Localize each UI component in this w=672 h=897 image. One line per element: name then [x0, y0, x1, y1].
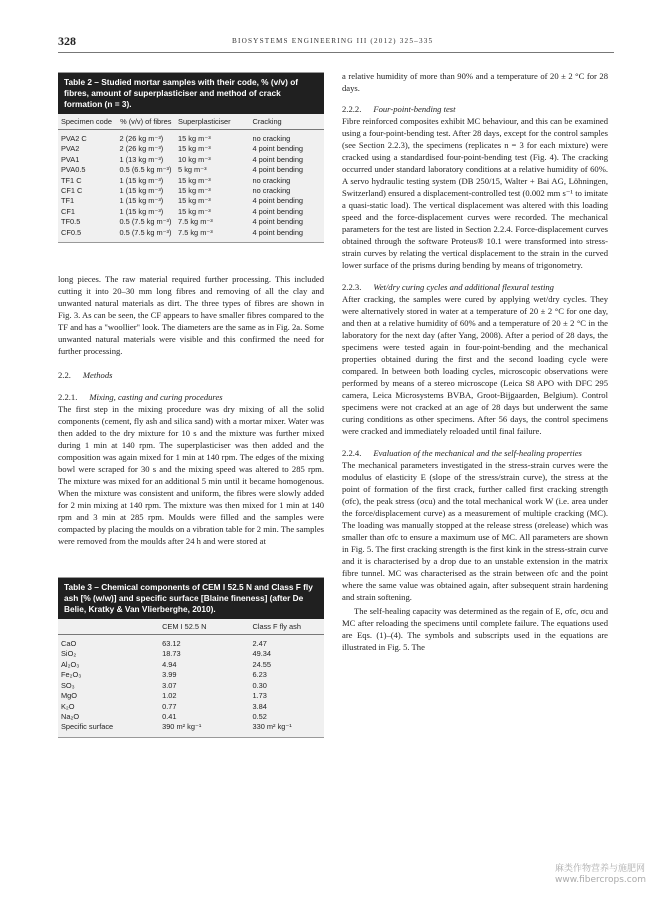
table-cell: 63.12 [162, 639, 181, 649]
table-cell: SO₃ [61, 680, 75, 690]
table-cell: 4.94 [162, 659, 177, 669]
table-cell: TF1 C [61, 175, 82, 185]
paragraph-four-point-bending: Fibre reinforced composites exhibit MC behaviour, and this can be examined using a four-point-bending test. After 28 days, except for the control samples (see Section 2.2.3), the specimens (replicates n = 3 for each mixture) were cracked using a standardised four-point-bending test (Fig. 4). The cracking occurred under standard laboratory conditions at a relative humidity of 60%. A servo hydraulic testing system (DB 250/15, Walter + Bai AG, Löhningen, Switzerland) ensured a displacement-controlled test (0.002 mm s⁻¹ to imitate a quasi-static load). The vertical displacement was altered with this loading speed and the force-displacement curves were recorded. The mechanical parameters for the test are listed in Section 2.2.4. Force-displacement curves obtained through the software Proteus® 10.1 were transformed into stress-strain curves by relating the vertical displacement to the strain in the curved lower surface of the prisms during bending by means of trigonometry. [342, 116, 608, 270]
table-3-row [58, 635, 324, 650]
table-cell: 3.07 [162, 680, 177, 690]
table-cell: 4 point bending [252, 206, 304, 216]
table-cell: 0.5 (7.5 kg m⁻³) [119, 217, 172, 227]
table-cell: 0.30 [252, 680, 267, 690]
table-cell: CF1 [61, 206, 75, 216]
table-cell: 15 kg m⁻³ [178, 206, 211, 216]
section-heading-2-2-2: 2.2.2. Four-point-bending test [342, 104, 456, 114]
table-cell: 1 (15 kg m⁻³) [119, 186, 164, 196]
table-2 [58, 72, 324, 243]
table-cell: 4 point bending [252, 217, 304, 227]
table-2-col-header: % (v/v) of fibres [117, 114, 176, 130]
table-3-row [58, 670, 324, 680]
table-2-row [58, 207, 324, 217]
table-cell: 1.02 [162, 691, 177, 701]
table-3-row [58, 649, 324, 659]
table-cell: 2 (26 kg m⁻³) [119, 144, 164, 154]
table-cell: TF1 [61, 196, 75, 206]
table-cell: 0.5 (6.5 kg m⁻³) [119, 165, 172, 175]
table-cell: 6.23 [252, 670, 267, 680]
table-cell: PVA1 [61, 154, 80, 164]
table-cell: 1 (15 kg m⁻³) [119, 175, 164, 185]
table-cell: 10 kg m⁻³ [178, 154, 211, 164]
table-cell: 18.73 [162, 649, 181, 659]
table-cell: 4 point bending [252, 154, 304, 164]
table-cell: 15 kg m⁻³ [178, 175, 211, 185]
table-cell: Na₂O [61, 711, 80, 721]
table-2-row [58, 217, 324, 227]
table-3-row [58, 722, 324, 736]
table-cell: 330 m² kg⁻¹ [252, 722, 292, 732]
table-cell: 5 kg m⁻³ [178, 165, 207, 175]
table-2-header-row [58, 114, 324, 130]
table-cell: TF0.5 [61, 217, 81, 227]
table-cell: 1 (15 kg m⁻³) [119, 206, 164, 216]
table-cell: MgO [61, 691, 78, 701]
table-cell: 390 m² kg⁻¹ [162, 722, 202, 732]
table-cell: no cracking [252, 134, 291, 143]
table-cell: Specific surface [61, 722, 114, 732]
section-heading-2-2-1: 2.2.1. Mixing, casting and curing procedures [58, 392, 223, 403]
table-cell: 4 point bending [252, 196, 304, 206]
table-cell: 15 kg m⁻³ [178, 134, 211, 143]
table-2-row [58, 176, 324, 186]
table-cell: PVA2 C [61, 134, 87, 143]
table-cell: 2.47 [252, 639, 267, 649]
table-cell: 15 kg m⁻³ [178, 144, 211, 154]
table-3-row [58, 660, 324, 670]
table-2-row [58, 165, 324, 175]
right-column [342, 70, 608, 653]
table-3-col-header: CEM I 52.5 N [159, 619, 249, 635]
table-2-grid [58, 114, 324, 242]
section-heading-2-2-3: 2.2.3. Wet/dry curing cycles and additional flexural testing [342, 282, 554, 292]
table-3-header-row [58, 619, 324, 635]
table-3-col-header: Class F fly ash [250, 619, 324, 635]
table-3-grid [58, 619, 324, 737]
table-2-col-header: Cracking [250, 114, 325, 130]
table-cell: Fe₂O₃ [61, 670, 82, 680]
header-rule [58, 52, 614, 53]
table-2-row [58, 155, 324, 165]
table-cell: 1 (15 kg m⁻³) [119, 196, 164, 206]
table-2-col-header: Specimen code [58, 114, 117, 130]
table-cell: no cracking [252, 186, 291, 196]
paragraph-wet-dry: After cracking, the samples were cured by applying wet/dry cycles. They were alternatively stored in water at a temperature of 20 ± 2 °C for one day, and then at a relative humidity of 60% and a temperature of 20 ± 2 °C in the laboratory for the next day (after Yang, 2008). After a period of 28 days, the specimens were tested again in four-point-bending and the mechanical properties obtained during the first and the second loading cycle were compared. In between both loading cycles, microscopic observations were performed by means of a stereo microscope (Leica S8 APO with DFC 295 camera, Leica Microsystems BVBA, Groot-Bijgaarden, Belgium). Control specimens were not cracked at an age of 28 days but underwent the same curing conditions as other specimens. After 56 days, the control specimens were cracked and immediately reloaded until final failure. [342, 294, 608, 436]
table-3-row [58, 712, 324, 722]
table-cell: 1.73 [252, 691, 267, 701]
table-2-row [58, 144, 324, 154]
table-3-row [58, 702, 324, 712]
paragraph-fibres: long pieces. The raw material required further processing. This included cutting it into 20–30 mm long fibres and removing of all the clay and unwanted natural materials as dirt. The three types of fibres are shown in Fig. 3. As can be seen, the CF appears to have smaller fibres compared to the TF and has a "woollier" look. The diameters are the same as in Fig. 2a. Some unwanted natural materials were visible and this confirmed the need for further processing. [58, 274, 324, 357]
journal-running-head: BIOSYSTEMS ENGINEERING III (2012) 325–335 [232, 37, 434, 45]
table-3-caption: Table 3 – Chemical components of CEM I 52.5 N and Class F fly ash [% (w/w)] and specific surface [Blaine fineness] (after De Belie, Kratky & Van Vlierberghe, 2010). [58, 578, 324, 619]
table-cell: 4 point bending [252, 227, 304, 237]
watermark: 麻类作物营养与施肥网 www.fibercrops.com [555, 864, 646, 885]
table-2-col-header: Superplasticiser [175, 114, 249, 130]
table-cell: 3.99 [162, 670, 177, 680]
table-cell: no cracking [252, 175, 291, 185]
section-heading-2-2-4: 2.2.4. Evaluation of the mechanical and the self-healing properties [342, 448, 582, 458]
table-cell: 15 kg m⁻³ [178, 186, 211, 196]
table-cell: 4 point bending [252, 165, 304, 175]
table-cell: 24.55 [252, 659, 272, 669]
table-cell: 4 point bending [252, 144, 304, 154]
table-cell: 7.5 kg m⁻³ [178, 227, 213, 237]
table-2-row [58, 186, 324, 196]
paragraph-storage: a relative humidity of more than 90% and a temperature of 20 ± 2 °C for 28 days. [342, 71, 608, 93]
table-cell: 7.5 kg m⁻³ [178, 217, 213, 227]
table-cell: PVA2 [61, 144, 80, 154]
left-column [58, 72, 324, 738]
table-cell: 1 (13 kg m⁻³) [119, 154, 164, 164]
table-3-row [58, 681, 324, 691]
table-3-row [58, 691, 324, 701]
table-cell: SiO₂ [61, 649, 77, 659]
paragraph-mixing: The first step in the mixing procedure was dry mixing of all the solid components (cement, fly ash and silica sand) with a mortar mixer. Water was then added to the dry mixture for 10 s and the mixture was further mixed during 1 min at 140 rpm. The superplasticiser was then added and the composition was again mixed for 1 min at 140 rpm. The edges of the mixing bowl were scraped for 30 s and the mixing speed was altered to 285 rpm. The mixture was mixed for an additional 5 min until it became homogenous. When the mixture was consistent and uniform, the fibres were slowly added for 2 min mixing at 140 rpm. The mixture was then mixed for 1 min at 140 rpm and 3 min at 285 rpm. Moulds were filled and the samples were compacted by placing the moulds on a vibration table for 2 min. The samples were removed from the moulds after 24 h and were stored at [58, 404, 324, 547]
page-number: 328 [58, 34, 76, 48]
table-3 [58, 577, 324, 738]
table-2-row [58, 130, 324, 145]
table-cell: 49.34 [252, 649, 272, 659]
table-cell: 3.84 [252, 701, 267, 711]
table-cell: Al₂O₃ [61, 659, 80, 669]
table-cell: 0.5 (7.5 kg m⁻³) [119, 227, 172, 237]
table-cell: CF1 C [61, 186, 83, 196]
table-cell: 15 kg m⁻³ [178, 196, 211, 206]
table-cell: 2 (26 kg m⁻³) [119, 134, 164, 143]
paragraph-evaluation: The mechanical parameters investigated in the stress-strain curves were the modulus of elasticity E (slope of the stress/strain curve), the stress at the point of formation of the first crack, further called first cracking strength (σfc), the peak stress (σcu) and the total mechanical work W (i.e. area under the force/displacement curve) as a measurement of multiple cracking (MC). The loading was manually stopped at the release stress (σrelease) which was smaller than σfc to ensure a maximum use of MC. All parameters are shown in Fig. 5. The first cracking strength is the first kink in the stress-strain curve and it is characterised by a drop due to an unstable extension in the matrix fibre tunnel. MC was characterised as the strain between σfc and the point where the same value was obtained again, after subsequent strain hardening and strain softening. [342, 460, 608, 602]
table-cell: 0.77 [162, 701, 177, 711]
table-cell: 0.52 [252, 711, 267, 721]
paragraph-self-healing: The self-healing capacity was determined as the regain of E, σfc, σcu and MC after reloading the specimens until complete failure. The equations used are Eqs. (1)–(4). The symbols and subscripts used in the equations are illustrated in Fig. 5. The [342, 606, 608, 652]
table-2-row [58, 196, 324, 206]
table-3-col-header [58, 619, 159, 635]
table-cell: CF0.5 [61, 227, 82, 237]
table-2-row [58, 228, 324, 242]
section-heading-2-2: 2.2. Methods [58, 370, 113, 381]
table-cell: PVA0.5 [61, 165, 86, 175]
table-cell: CaO [61, 639, 77, 649]
table-cell: K₂O [61, 701, 75, 711]
table-cell: 0.41 [162, 711, 177, 721]
table-2-caption: Table 2 – Studied mortar samples with their code, % (v/v) of fibres, amount of superplasticiser and method of crack formation (n = 3). [58, 73, 324, 114]
